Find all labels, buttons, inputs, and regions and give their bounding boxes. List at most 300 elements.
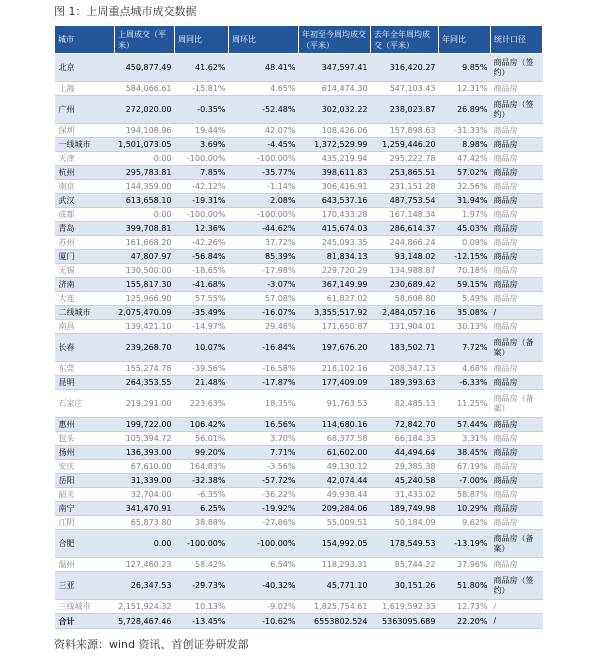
row-weekly-volume-cell: 155,817.30 (115, 278, 175, 292)
row-week-wow-cell: 6.54% (229, 558, 299, 572)
row-week-wow-cell: 16.56% (229, 418, 299, 432)
row-week-yoy-cell: 99.20% (175, 446, 229, 460)
table-row (55, 488, 543, 502)
row-week-wow-cell: 57.08% (229, 292, 299, 306)
row-city-cell: 大连 (55, 292, 115, 306)
row-ytd-avg-cell: 347,597.41 (299, 54, 371, 82)
row-last-year-avg-cell: 45,240.58 (371, 474, 439, 488)
table-row (55, 432, 543, 446)
row-ytd-avg-cell: 209,284.06 (299, 502, 371, 516)
row-weekly-volume-cell: 199,722.00 (115, 418, 175, 432)
row-ytd-avg-cell: 398,611.83 (299, 166, 371, 180)
row-last-year-avg-cell: 183,502.71 (371, 334, 439, 362)
row-week-yoy-cell: -19.31% (175, 194, 229, 208)
row-weekly-volume-cell: 47,807.97 (115, 250, 175, 264)
row-weekly-volume-cell: 136,393.00 (115, 446, 175, 460)
row-weekly-volume-cell: 67,610.00 (115, 460, 175, 474)
row-week-yoy-cell: 19.44% (175, 124, 229, 138)
row-city-cell: 合肥 (55, 530, 115, 558)
row-week-wow-cell: -17.87% (229, 376, 299, 390)
table-row (55, 558, 543, 572)
row-scope-cell: 商品房 (491, 236, 543, 250)
row-week-wow-cell: -35.77% (229, 166, 299, 180)
row-last-year-avg-cell: 72,842.70 (371, 418, 439, 432)
row-week-wow-cell: -16.58% (229, 362, 299, 376)
row-last-year-avg-cell: 31,433.02 (371, 488, 439, 502)
row-week-yoy-cell: 57.55% (175, 292, 229, 306)
row-week-wow-cell: -52.48% (229, 96, 299, 124)
row-yoy-cell: 4.68% (439, 362, 491, 376)
row-week-wow-cell: 48.41% (229, 54, 299, 82)
table-body (55, 54, 543, 629)
row-week-yoy-cell: 164.83% (175, 460, 229, 474)
row-last-year-avg-cell: 29,385.38 (371, 460, 439, 474)
table-row (55, 320, 543, 334)
row-week-wow-cell: 2.08% (229, 194, 299, 208)
row-scope-cell: 商品房 (491, 82, 543, 96)
row-scope-cell: 商品房 (491, 264, 543, 278)
row-city-cell: 济南 (55, 278, 115, 292)
header-last-year-avg: 去年全年周均成交（平米） (371, 26, 439, 54)
row-weekly-volume-cell: 161,668.20 (115, 236, 175, 250)
row-weekly-volume-cell: 155,274.78 (115, 362, 175, 376)
row-ytd-avg-cell: 42,074.44 (299, 474, 371, 488)
row-city-cell: 广州 (55, 96, 115, 124)
row-scope-cell: 商品房 (491, 376, 543, 390)
row-yoy-cell: 12.31% (439, 82, 491, 96)
row-ytd-avg-cell: 61,602.00 (299, 446, 371, 460)
row-weekly-volume-cell: 65,873.80 (115, 516, 175, 530)
row-city-cell: 江阴 (55, 516, 115, 530)
table-row (55, 250, 543, 264)
row-last-year-avg-cell: 189,749.98 (371, 502, 439, 516)
row-city-cell: 成都 (55, 208, 115, 222)
header-yoy: 年同比 (439, 26, 491, 54)
row-ytd-avg-cell: 55,009.51 (299, 516, 371, 530)
table-row (55, 194, 543, 208)
row-ytd-avg-cell: 1,825,754.61 (299, 600, 371, 614)
row-last-year-avg-cell: 286,614.37 (371, 222, 439, 236)
row-city-cell: 石家庄 (55, 390, 115, 418)
table-header-row (55, 26, 543, 54)
row-ytd-avg-cell: 643,537.16 (299, 194, 371, 208)
row-city-cell: 三线城市 (55, 600, 115, 614)
row-yoy-cell: 51.80% (439, 572, 491, 600)
row-scope-cell: 商品房（备案） (491, 530, 543, 558)
row-city-cell: 二线城市 (55, 306, 115, 320)
row-scope-cell: 商品房 (491, 180, 543, 194)
row-yoy-cell: 1.97% (439, 208, 491, 222)
row-ytd-avg-cell: 81,834.13 (299, 250, 371, 264)
row-weekly-volume-cell: 125,966.90 (115, 292, 175, 306)
row-yoy-cell: 31.94% (439, 194, 491, 208)
row-scope-cell: / (491, 600, 543, 614)
row-weekly-volume-cell: 0.00 (115, 530, 175, 558)
row-city-cell: 惠州 (55, 418, 115, 432)
row-week-yoy-cell: 12.36% (175, 222, 229, 236)
row-week-wow-cell: -16.07% (229, 306, 299, 320)
table-row (55, 418, 543, 432)
row-ytd-avg-cell: 435,219.94 (299, 152, 371, 166)
row-week-yoy-cell: -100.00% (175, 208, 229, 222)
table-row (55, 152, 543, 166)
row-last-year-avg-cell: 178,549.53 (371, 530, 439, 558)
row-week-yoy-cell: -100.00% (175, 152, 229, 166)
row-weekly-volume-cell: 127,460.23 (115, 558, 175, 572)
row-week-wow-cell: -16.84% (229, 334, 299, 362)
row-weekly-volume-cell: 31,339.00 (115, 474, 175, 488)
row-week-yoy-cell: -14.97% (175, 320, 229, 334)
row-week-yoy-cell: 10.13% (175, 600, 229, 614)
row-week-yoy-cell: 7.85% (175, 166, 229, 180)
row-week-yoy-cell: -32.38% (175, 474, 229, 488)
row-ytd-avg-cell: 108,426.06 (299, 124, 371, 138)
row-scope-cell: / (491, 614, 543, 629)
row-week-wow-cell: -44.62% (229, 222, 299, 236)
header-week-yoy: 周同比 (175, 26, 229, 54)
row-week-yoy-cell: 106.42% (175, 418, 229, 432)
row-yoy-cell: 67.19% (439, 460, 491, 474)
row-yoy-cell: -6.33% (439, 376, 491, 390)
row-scope-cell: 商品房 (491, 222, 543, 236)
row-yoy-cell: 3.31% (439, 432, 491, 446)
row-weekly-volume-cell: 264,353.55 (115, 376, 175, 390)
row-week-yoy-cell: 41.62% (175, 54, 229, 82)
row-yoy-cell: 47.42% (439, 152, 491, 166)
row-last-year-avg-cell: 93,148.02 (371, 250, 439, 264)
row-last-year-avg-cell: 231,151.28 (371, 180, 439, 194)
row-last-year-avg-cell: 189,393.63 (371, 376, 439, 390)
row-weekly-volume-cell: 613,658.10 (115, 194, 175, 208)
row-week-wow-cell: -27.86% (229, 516, 299, 530)
row-city-cell: 厦门 (55, 250, 115, 264)
row-city-cell: 北京 (55, 54, 115, 82)
row-ytd-avg-cell: 61,827.02 (299, 292, 371, 306)
table-row (55, 54, 543, 82)
row-scope-cell: 商品房 (491, 558, 543, 572)
row-week-wow-cell: -10.62% (229, 614, 299, 629)
row-last-year-avg-cell: 82,485.13 (371, 390, 439, 418)
row-last-year-avg-cell: 58,608.80 (371, 292, 439, 306)
row-scope-cell: 商品房 (491, 124, 543, 138)
table-row (55, 614, 543, 629)
row-week-wow-cell: 85.39% (229, 250, 299, 264)
row-ytd-avg-cell: 367,149.99 (299, 278, 371, 292)
row-ytd-avg-cell: 45,771.10 (299, 572, 371, 600)
row-last-year-avg-cell: 44,494.64 (371, 446, 439, 460)
row-ytd-avg-cell: 6553802.524 (299, 614, 371, 629)
table-row (55, 138, 543, 152)
row-last-year-avg-cell: 5363095.689 (371, 614, 439, 629)
row-weekly-volume-cell: 584,066.61 (115, 82, 175, 96)
row-week-wow-cell: -100.00% (229, 208, 299, 222)
row-ytd-avg-cell: 170,433.28 (299, 208, 371, 222)
city-transaction-table (54, 25, 543, 629)
row-last-year-avg-cell: 238,023.87 (371, 96, 439, 124)
row-week-yoy-cell: -42.26% (175, 236, 229, 250)
row-ytd-avg-cell: 177,409.09 (299, 376, 371, 390)
row-week-wow-cell: -100.00% (229, 530, 299, 558)
row-ytd-avg-cell: 154,992.05 (299, 530, 371, 558)
row-week-yoy-cell: 223.63% (175, 390, 229, 418)
row-week-yoy-cell: 10.07% (175, 334, 229, 362)
row-yoy-cell: 30.13% (439, 320, 491, 334)
row-week-wow-cell: 42.07% (229, 124, 299, 138)
table-row (55, 362, 543, 376)
row-week-yoy-cell: -18.65% (175, 264, 229, 278)
row-week-wow-cell: -40.32% (229, 572, 299, 600)
row-last-year-avg-cell: 230,689.42 (371, 278, 439, 292)
row-scope-cell: 商品房 (491, 292, 543, 306)
row-scope-cell: 商品房 (491, 516, 543, 530)
row-week-yoy-cell: 38.88% (175, 516, 229, 530)
row-last-year-avg-cell: 1,259,446.20 (371, 138, 439, 152)
source-note: 资料来源：wind 资讯、首创证券研发部 (54, 638, 249, 651)
row-weekly-volume-cell: 144,359.00 (115, 180, 175, 194)
table-row (55, 334, 543, 362)
row-week-yoy-cell: -29.73% (175, 572, 229, 600)
row-ytd-avg-cell: 91,763.53 (299, 390, 371, 418)
row-week-yoy-cell: -41.68% (175, 278, 229, 292)
row-weekly-volume-cell: 32,704.00 (115, 488, 175, 502)
table-row (55, 502, 543, 516)
row-city-cell: 安庆 (55, 460, 115, 474)
row-last-year-avg-cell: 208,347.13 (371, 362, 439, 376)
row-scope-cell: 商品房 (491, 194, 543, 208)
row-yoy-cell: 45.03% (439, 222, 491, 236)
table-row (55, 460, 543, 474)
table-row (55, 530, 543, 558)
row-weekly-volume-cell: 130,500.00 (115, 264, 175, 278)
row-ytd-avg-cell: 49,130.12 (299, 460, 371, 474)
row-yoy-cell: -12.15% (439, 250, 491, 264)
row-ytd-avg-cell: 415,674.03 (299, 222, 371, 236)
row-weekly-volume-cell: 219,291.00 (115, 390, 175, 418)
row-city-cell: 长春 (55, 334, 115, 362)
row-week-wow-cell: 29.48% (229, 320, 299, 334)
row-yoy-cell: 59.15% (439, 278, 491, 292)
row-week-yoy-cell: -13.45% (175, 614, 229, 629)
header-scope: 统计口径 (491, 26, 543, 54)
table-row (55, 292, 543, 306)
row-scope-cell: 商品房 (491, 446, 543, 460)
table-row (55, 82, 543, 96)
row-week-yoy-cell: 58.42% (175, 558, 229, 572)
table-row (55, 306, 543, 320)
table-row (55, 264, 543, 278)
row-weekly-volume-cell: 272,020.00 (115, 96, 175, 124)
row-scope-cell: 商品房 (491, 278, 543, 292)
row-weekly-volume-cell: 295,783.81 (115, 166, 175, 180)
row-last-year-avg-cell: 157,898.63 (371, 124, 439, 138)
row-scope-cell: 商品房 (491, 250, 543, 264)
row-yoy-cell: -7.00% (439, 474, 491, 488)
row-week-wow-cell: -19.92% (229, 502, 299, 516)
row-ytd-avg-cell: 3,355,517.92 (299, 306, 371, 320)
row-scope-cell: 商品房（签约） (491, 54, 543, 82)
row-yoy-cell: 38.45% (439, 446, 491, 460)
row-scope-cell: 商品房 (491, 474, 543, 488)
table-row (55, 474, 543, 488)
header-weekly-volume: 上周成交（平米） (115, 26, 175, 54)
row-week-wow-cell: -57.72% (229, 474, 299, 488)
row-city-cell: 天津 (55, 152, 115, 166)
table-row (55, 236, 543, 250)
figure-title: 图 1：上周重点城市成交数据 (54, 5, 197, 18)
row-ytd-avg-cell: 49,938.44 (299, 488, 371, 502)
header-week-wow: 周环比 (229, 26, 299, 54)
row-week-yoy-cell: -15.81% (175, 82, 229, 96)
table-row (55, 278, 543, 292)
row-last-year-avg-cell: 2,484,057.16 (371, 306, 439, 320)
row-yoy-cell: 5.49% (439, 292, 491, 306)
row-city-cell: 武汉 (55, 194, 115, 208)
row-yoy-cell: 11.25% (439, 390, 491, 418)
row-city-cell: 上海 (55, 82, 115, 96)
row-ytd-avg-cell: 118,293.31 (299, 558, 371, 572)
row-ytd-avg-cell: 1,372,529.99 (299, 138, 371, 152)
row-scope-cell: 商品房 (491, 418, 543, 432)
row-weekly-volume-cell: 2,151,924.32 (115, 600, 175, 614)
row-week-yoy-cell: 6.25% (175, 502, 229, 516)
row-week-wow-cell: -3.07% (229, 278, 299, 292)
row-city-cell: 南宁 (55, 502, 115, 516)
row-scope-cell: 商品房 (491, 488, 543, 502)
row-last-year-avg-cell: 85,744.22 (371, 558, 439, 572)
row-scope-cell: 商品房（备案） (491, 390, 543, 418)
row-ytd-avg-cell: 229,720.29 (299, 264, 371, 278)
row-scope-cell: 商品房 (491, 502, 543, 516)
row-last-year-avg-cell: 244,866.24 (371, 236, 439, 250)
row-city-cell: 一线城市 (55, 138, 115, 152)
row-yoy-cell: 70.18% (439, 264, 491, 278)
row-week-wow-cell: 3.70% (229, 432, 299, 446)
row-scope-cell: 商品房 (491, 138, 543, 152)
row-week-yoy-cell: -39.56% (175, 362, 229, 376)
row-city-cell: 三亚 (55, 572, 115, 600)
row-ytd-avg-cell: 171,650.87 (299, 320, 371, 334)
row-last-year-avg-cell: 134,988.87 (371, 264, 439, 278)
row-weekly-volume-cell: 239,268.70 (115, 334, 175, 362)
row-scope-cell: 商品房 (491, 320, 543, 334)
row-yoy-cell: 0.09% (439, 236, 491, 250)
row-yoy-cell: 8.98% (439, 138, 491, 152)
row-week-yoy-cell: 21.48% (175, 376, 229, 390)
row-city-cell: 苏州 (55, 236, 115, 250)
row-week-wow-cell: 4.65% (229, 82, 299, 96)
row-week-wow-cell: -100.00% (229, 152, 299, 166)
row-scope-cell: / (491, 306, 543, 320)
row-city-cell: 包头 (55, 432, 115, 446)
table-row (55, 390, 543, 418)
header-ytd-avg: 年初至今周均成交（平米） (299, 26, 371, 54)
table-row (55, 376, 543, 390)
row-last-year-avg-cell: 167,148.34 (371, 208, 439, 222)
row-last-year-avg-cell: 30,151.26 (371, 572, 439, 600)
row-week-wow-cell: -4.45% (229, 138, 299, 152)
row-city-cell: 无锡 (55, 264, 115, 278)
row-yoy-cell: 9.62% (439, 516, 491, 530)
row-yoy-cell: 26.89% (439, 96, 491, 124)
row-weekly-volume-cell: 194,108.96 (115, 124, 175, 138)
row-week-wow-cell: 18.35% (229, 390, 299, 418)
row-scope-cell: 商品房（签约） (491, 96, 543, 124)
row-week-yoy-cell: -0.35% (175, 96, 229, 124)
row-week-yoy-cell: -56.84% (175, 250, 229, 264)
row-week-yoy-cell: -100.00% (175, 530, 229, 558)
row-ytd-avg-cell: 114,680.16 (299, 418, 371, 432)
row-week-yoy-cell: 3.69% (175, 138, 229, 152)
row-last-year-avg-cell: 50,184.09 (371, 516, 439, 530)
row-week-yoy-cell: 56.01% (175, 432, 229, 446)
row-weekly-volume-cell: 450,877.49 (115, 54, 175, 82)
row-weekly-volume-cell: 139,421.10 (115, 320, 175, 334)
header-city: 城市 (55, 26, 115, 54)
row-scope-cell: 商品房（签约） (491, 572, 543, 600)
table-row (55, 446, 543, 460)
row-ytd-avg-cell: 306,416.91 (299, 180, 371, 194)
row-yoy-cell: -13.19% (439, 530, 491, 558)
row-ytd-avg-cell: 245,093.35 (299, 236, 371, 250)
row-yoy-cell: 57.44% (439, 418, 491, 432)
row-city-cell: 扬州 (55, 446, 115, 460)
row-city-cell: 合计 (55, 614, 115, 629)
row-last-year-avg-cell: 487,753.54 (371, 194, 439, 208)
row-last-year-avg-cell: 1,619,592.33 (371, 600, 439, 614)
row-yoy-cell: 12.73% (439, 600, 491, 614)
row-scope-cell: 商品房（备案） (491, 334, 543, 362)
row-week-yoy-cell: -42.12% (175, 180, 229, 194)
row-city-cell: 岳阳 (55, 474, 115, 488)
row-ytd-avg-cell: 614,474.30 (299, 82, 371, 96)
row-scope-cell: 商品房 (491, 362, 543, 376)
table-row (55, 208, 543, 222)
table-row (55, 180, 543, 194)
row-yoy-cell: 32.56% (439, 180, 491, 194)
row-weekly-volume-cell: 1,501,073.05 (115, 138, 175, 152)
row-scope-cell: 商品房 (491, 432, 543, 446)
table-row (55, 96, 543, 124)
row-week-wow-cell: -36.22% (229, 488, 299, 502)
row-week-wow-cell: -3.56% (229, 460, 299, 474)
row-yoy-cell: 7.72% (439, 334, 491, 362)
row-last-year-avg-cell: 253,865.51 (371, 166, 439, 180)
row-weekly-volume-cell: 2,075,470.09 (115, 306, 175, 320)
row-city-cell: 深圳 (55, 124, 115, 138)
row-last-year-avg-cell: 66,184.33 (371, 432, 439, 446)
row-weekly-volume-cell: 5,728,467.46 (115, 614, 175, 629)
row-weekly-volume-cell: 0.00 (115, 208, 175, 222)
row-weekly-volume-cell: 105,394.72 (115, 432, 175, 446)
row-weekly-volume-cell: 0.00 (115, 152, 175, 166)
row-last-year-avg-cell: 547,103.43 (371, 82, 439, 96)
row-ytd-avg-cell: 218,102.16 (299, 362, 371, 376)
row-weekly-volume-cell: 399,708.81 (115, 222, 175, 236)
row-ytd-avg-cell: 302,032.22 (299, 96, 371, 124)
row-week-wow-cell: -9.02% (229, 600, 299, 614)
row-week-wow-cell: -17.98% (229, 264, 299, 278)
row-week-wow-cell: 37.72% (229, 236, 299, 250)
row-last-year-avg-cell: 295,222.78 (371, 152, 439, 166)
row-city-cell: 东莞 (55, 362, 115, 376)
table-row (55, 166, 543, 180)
row-scope-cell: 商品房 (491, 460, 543, 474)
row-city-cell: 温州 (55, 558, 115, 572)
row-week-wow-cell: 7.71% (229, 446, 299, 460)
row-city-cell: 南京 (55, 180, 115, 194)
row-city-cell: 韶关 (55, 488, 115, 502)
row-yoy-cell: 58.87% (439, 488, 491, 502)
